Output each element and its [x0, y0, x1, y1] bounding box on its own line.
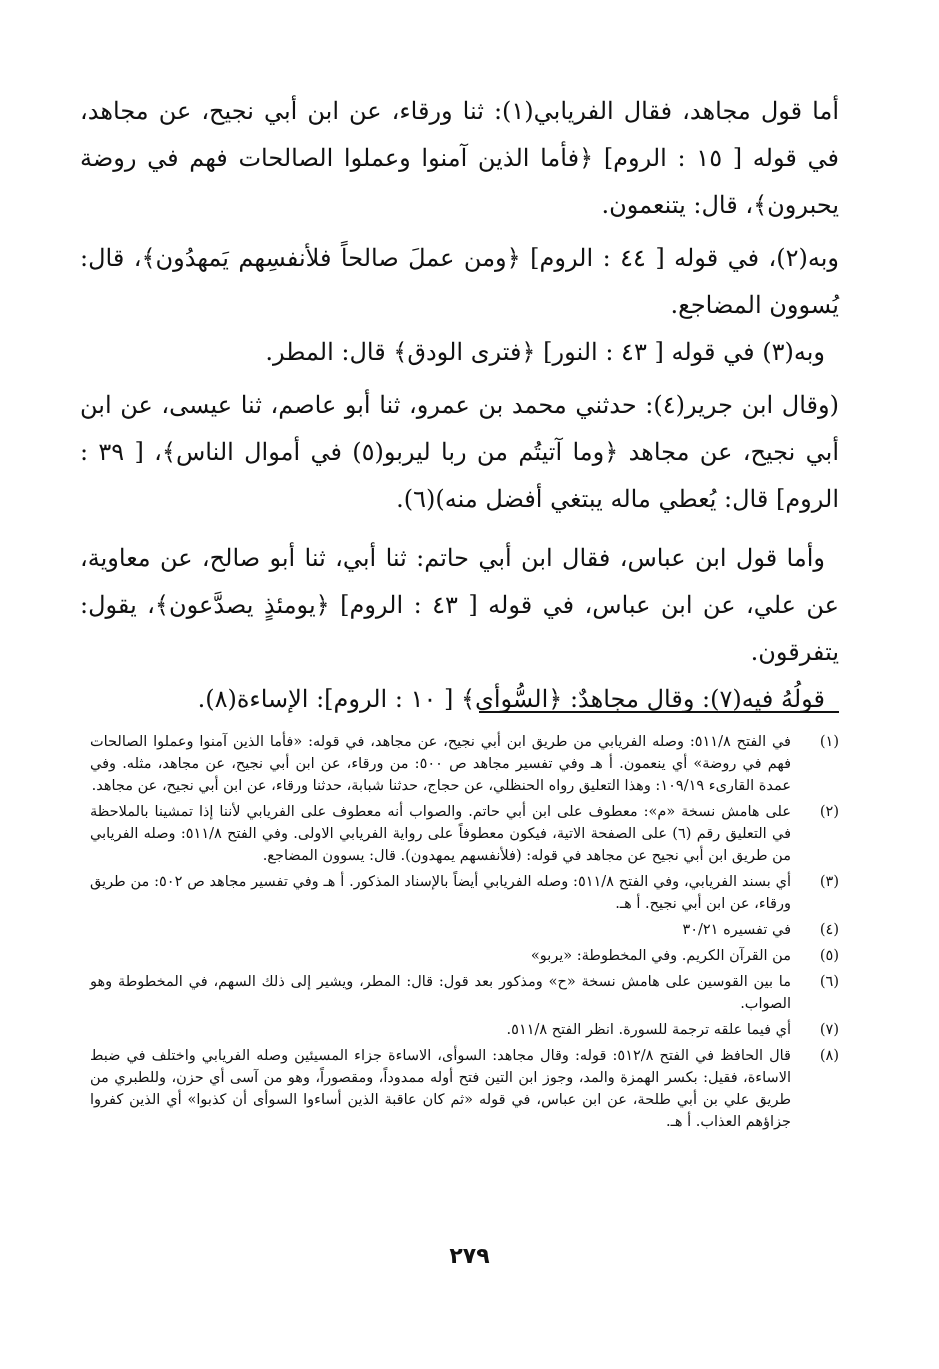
- paragraph-mujahid: أما قول مجاهد، فقال الفريابي(١): ثنا ورقاء، عن ابن أبي نجيح، عن مجاهد، في قوله [ ١٥ : الروم] ﴿فأما الذين آمنوا وعملوا الصالحات فهم في روضة يحبرون﴾، قال: يتنعمون.: [80, 97, 839, 219]
- paragraph-wabihi-2: وبه(٣) في قوله [ ٤٣ : النور] ﴿فترى الودق﴾ قال: المطر.: [265, 338, 825, 366]
- main-text: [80, 88, 839, 723]
- footnote-number: (٤): [819, 922, 839, 938]
- footnote-number: (٨): [819, 1048, 839, 1064]
- footnote-text: أي فيما علقه ترجمة للسورة. انظر الفتح ٥١١/٨.: [506, 1022, 791, 1038]
- footnote: [90, 731, 839, 797]
- footnote: [90, 1045, 839, 1133]
- footnote-text: ما بين القوسين على هامش نسخة «ح» ومذكور بعد قول: قال: المطر، ويشير إلى ذلك السهم، في المخطوطة وهو الصواب.: [90, 974, 791, 1012]
- paragraph-wabihi-1: وبه(٢)، في قوله [ ٤٤ : الروم] ﴿ومن عملَ صالحاً فلأنفسِهم يَمهدُون﴾، قال: يُسوون المضاجع.: [80, 244, 840, 319]
- paragraph-qawluhu: قولُهُ فيه(٧): وقال مجاهدٌ: ﴿السُّوأى﴾ [ ١٠ : الروم]: الإساءة(٨).: [197, 685, 825, 713]
- footnote-text: على هامش نسخة «م»: معطوف على ابن أبي حاتم. والصواب أنه معطوف على الفريابي لأننا إذا تمشينا بالملاحظة في التعليق رقم (٦) على الصفحة الاتية، فيكون معطوفاً على رواية الفريابي الاولى. وفي الفتح ٥١١/٨: وصله الفريابي من طريق ابن أبي نجيح عن مجاهد في قوله: (فلأنفسهم يمهدون). قال: يسوون المضاجع.: [90, 804, 792, 864]
- footnote-text: في الفتح ٥١١/٨: وصله الفريابي من طريق ابن أبي نجيح، عن مجاهد، في قوله: «فأما الذين آمنوا وعملوا الصالحات فهم في روضة» أي ينعمون. أ هـ وفي تفسير مجاهد ص ٥٠٠: من ورقاء، عن ابن أبي نجيح، عن مجاهد، مثله. وفي عمدة القارىء ١٠٩/١٩: وهذا التعليق رواه الحنظلي، عن حجاج، حدثنا شبابة، حدثنا ورقاء، عن ابن أبي نجيح، عن مجاهد.: [90, 734, 791, 794]
- footnote-text: أي بسند الفريابي، وفي الفتح ٥١١/٨: وصله الفريابي أيضاً بالإسناد المذكور. أ هـ وفي تفسير مجاهد ص ٥٠٢: من طريق ورقاء، عن ابن أبي نجيح. أ هـ.: [90, 874, 791, 912]
- footnote-number: (٥): [819, 948, 839, 964]
- footnote-separator: [479, 711, 839, 713]
- footnote: [90, 945, 839, 967]
- footnote-text: قال الحافظ في الفتح ٥١٢/٨: قوله: وقال مجاهد: السوأى، الاساءة جزاء المسيئين وصله الفريابي واختلف في ضبط الاساءة، فقيل: بكسر الهمزة والمد، وجوز ابن التين فتح أوله ممدوداً، ومقصوراً، وهو من آسى أي حزن، وللطبري من طريق علي بن أبي طلحة، عن ابن عباس، في قوله «ثم كان عاقبة الذين أساءوا السوأى أن كذبوا» أي الذين كفروا جزاؤهم العذاب. أ هـ.: [90, 1048, 791, 1130]
- footnote-number: (٦): [819, 974, 839, 990]
- paragraph-ibn-jarir: (وقال ابن جرير(٤): حدثني محمد بن عمرو، ثنا أبو عاصم، ثنا عيسى، عن ابن أبي نجيح، عن مجاهد ﴿وما آتيتُم من ربا ليربو(٥) في أموال الناس﴾، [ ٣٩ : الروم] قال: يُعطي ماله يبتغي أفضل منه)(٦).: [80, 391, 840, 513]
- footnote-number: (٣): [819, 874, 839, 890]
- footnote-text: في تفسيره ٣٠/٢١: [682, 922, 791, 938]
- footnote: [90, 801, 839, 867]
- footnote: [90, 871, 839, 915]
- footnote-number: (٧): [819, 1022, 839, 1038]
- footnote-number: (١): [819, 734, 839, 750]
- footnote: [90, 1019, 839, 1041]
- footnote-text: من القرآن الكريم. وفي المخطوطة: «يربو»: [530, 948, 791, 964]
- footnote-number: (٢): [819, 804, 839, 820]
- footnotes: [90, 731, 839, 1137]
- page-number: ٢٧٩: [449, 1244, 490, 1269]
- footnote: [90, 919, 839, 941]
- footnote: [90, 971, 839, 1015]
- paragraph-ibn-abbas: وأما قول ابن عباس، فقال ابن أبي حاتم: ثنا أبي، ثنا أبو صالح، عن معاوية، عن علي، عن ابن عباس، في قوله [ ٤٣ : الروم] ﴿يومئذٍ يصدَّعون﴾، يقول: يتفرقون.: [80, 544, 840, 666]
